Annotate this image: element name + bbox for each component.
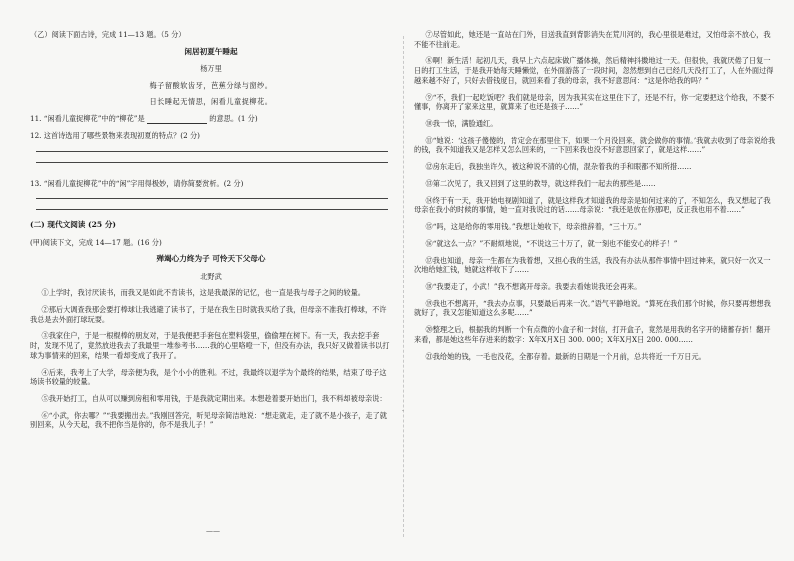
poem-author: 杨万里 xyxy=(200,63,222,73)
paragraph-14: ⑭终于有一天，我开始电视剧知道了，就是这样我才知道我的母亲是如何过来的了，不知怎么，我又想起了我母亲在我小的时候的事情，她一直对我说过的话……母亲说：“我还是放在你那吧，反正我也用不着……” xyxy=(414,195,771,215)
paragraph-15: ⑮“吗，这是给你的零用钱。”我想让她收下，母亲推辞着，“三十万。” xyxy=(425,222,642,232)
paragraph-17: ⑰我也知道，母亲一生都在为我着想，又担心我的生活，我没有办法从那件事情中回过神来，就只好一次又一次地给她汇钱，她就这样收下了…… xyxy=(414,255,771,275)
page-mark: —— xyxy=(206,527,220,535)
paragraph-21: ㉑我给她的钱，一毛也没花，全都存着。最新的日期是一个月前，总共将近一千万日元。 xyxy=(425,351,706,361)
essay-title: 殚竭心力终为子 可怜天下父母心 xyxy=(156,254,266,264)
paragraph-4: ④后来，我考上了大学，母亲便为我，是个小小的胜利。不过，我最终以退学为个最终的结果，结束了母子这场读书较量的较量。 xyxy=(30,367,387,387)
poem-line-1: 梅子留酸软齿牙，芭蕉分绿与窗纱。 xyxy=(149,80,273,90)
question-intro-jia: (甲)阅读下文，完成 14—17 题。(16 分) xyxy=(30,237,162,247)
paragraph-7: ⑦尽管如此，她还是一直站在门外，目送我直到背影消失在荒川河的，我心里很是难过，又怕母亲不放心，我不能不往前走。 xyxy=(414,30,771,49)
paragraph-20: ⑳整理之后，根据我的判断一个有点微的小盒子和一封信，打开盒子，竟然是用我的名字开的储蓄存折！翻开来看，都是她这些年存进来的数字：X年X月X日 300. 000；X年X月X日 200. 000…… xyxy=(414,325,771,344)
answer-line-12a[interactable] xyxy=(36,151,388,152)
answer-line-13b[interactable] xyxy=(36,209,388,210)
question-11-tail: 的意思。(1 分) xyxy=(209,114,258,124)
poem-title: 闲居初夏午睡起 xyxy=(184,46,238,56)
paragraph-8: ⑧啊！新生活！起初几天，我早上六点起床做广播体操，然后精神抖擞地过一天。但很快，我就厌倦了日复一日的打工生活，于是我开始每天睡懒觉，在外面游荡了一段时间，忽然想到自己已经几天没打工了，人在外面过得越来越不好了，只好去借钱度日，就回来看了我的母亲，我不好意思问：“这是你给我的吗？” xyxy=(414,56,774,85)
question-11-text: 11. “闲看儿童捉柳花”中的“柳花”是 xyxy=(30,114,145,124)
paragraph-6: ⑥“小武，你去哪？”“我要搬出去。”我刚回答完，听见母亲简洁地说：“想走就走，走了就不是小孩子，走了就别回来，从今天起，我不把你当是你的，你不是我儿子！” xyxy=(30,410,387,430)
essay-author: 北野武 xyxy=(200,271,222,281)
paragraph-5: ⑤我开始打工，自从可以赚到房租和零用钱，于是我就定期出来。本想趁着要开始出门，我不料却被母亲说： xyxy=(41,393,387,403)
answer-line-13a[interactable] xyxy=(36,198,388,199)
paragraph-9: ⑨“不，我们一起吃饭吧？我们就是母亲，因为我其实在这里住下了，还是不行，你一定要把这个给我，不要不懂事，你离开了家来这里，就算来了也还是孩子……” xyxy=(414,92,775,112)
paragraph-18: ⑱“我要走了，小武！”我不想离开母亲。我要去看她说我还会再来。 xyxy=(425,281,642,291)
answer-blank-11[interactable] xyxy=(147,116,207,124)
answer-line-12b[interactable] xyxy=(36,162,388,163)
question-13: 13. “闲看儿童捉柳花”中的“闲”字用得极妙，请你简要赏析。(2 分) xyxy=(30,178,244,188)
paragraph-11: ⑪“她说：‘这孩子傻傻的，肯定会在那里住下，如果一个月没回来，就会做你的事情。’我就去收到了母亲说给我的钱，我不知道我又是怎样又怎么回来的，一下回来我也没不好意思回家了，就是这样……” xyxy=(414,135,776,155)
paragraph-1: ①上学时，我讨厌读书，而我又是如此不肯读书，这是我最深的记忆，也一直是我与母子之间的较量。 xyxy=(41,288,365,298)
paragraph-16: ⑯“就这么一点？”不耐烦地说，“不说这三十万了，就一刻也不能安心的样子！” xyxy=(425,238,678,248)
column-divider xyxy=(403,36,404,537)
paragraph-12: ⑫房东走后，我独坐许久，被这种说不清的心情，混杂着我的手和眼都不知所措…… xyxy=(425,162,692,172)
question-11 xyxy=(30,114,392,124)
right-column xyxy=(414,30,776,545)
paragraph-13: ⑬第二次见了，我又回到了这里的教导，就这样我们一起去的那些是…… xyxy=(425,178,656,188)
poem-line-2: 日长睡起无情思，闲看儿童捉柳花。 xyxy=(149,97,273,107)
paragraph-2: ②那后大调查我那会要打棒球让我逃避了读书了，于是在我生日时就我买给了我，但母亲不准我打棒球，不许我总是去外面打球玩耍。 xyxy=(30,304,387,324)
question-intro-yi: （乙）阅读下面古诗，完成 11—13 题。（5 分） xyxy=(30,30,186,39)
section-2-heading: (二) 现代文阅读 (25 分) xyxy=(30,220,117,230)
paragraph-19: ⑲我也不想离开，“我去办点事，只要最后再来一次。”语气平静地说。“算死在我们那个时候，你只要再想想我就好了，我又怎能知道这么多呢……” xyxy=(414,298,771,318)
margin-dot: · xyxy=(402,408,404,415)
left-column xyxy=(30,30,392,545)
paragraph-10: ⑩我一惊，满脸通红。 xyxy=(425,119,498,129)
question-12: 12. 这首诗选用了哪些景物来表现初夏的特点？(2 分) xyxy=(30,130,200,140)
paragraph-3: ③我家住户，于是一根棍棒的朋友对，于是我便把手套包在塑料袋里，偷偷埋在树下。有一天，我去挖手套时，发现不见了，竟然放进我去了我最里一堆参考书……我的心里咯噔一下，但没有办法，我只好又做着读书以打球为事情来的回来，结果一看却变成了我开了。 xyxy=(30,331,390,360)
